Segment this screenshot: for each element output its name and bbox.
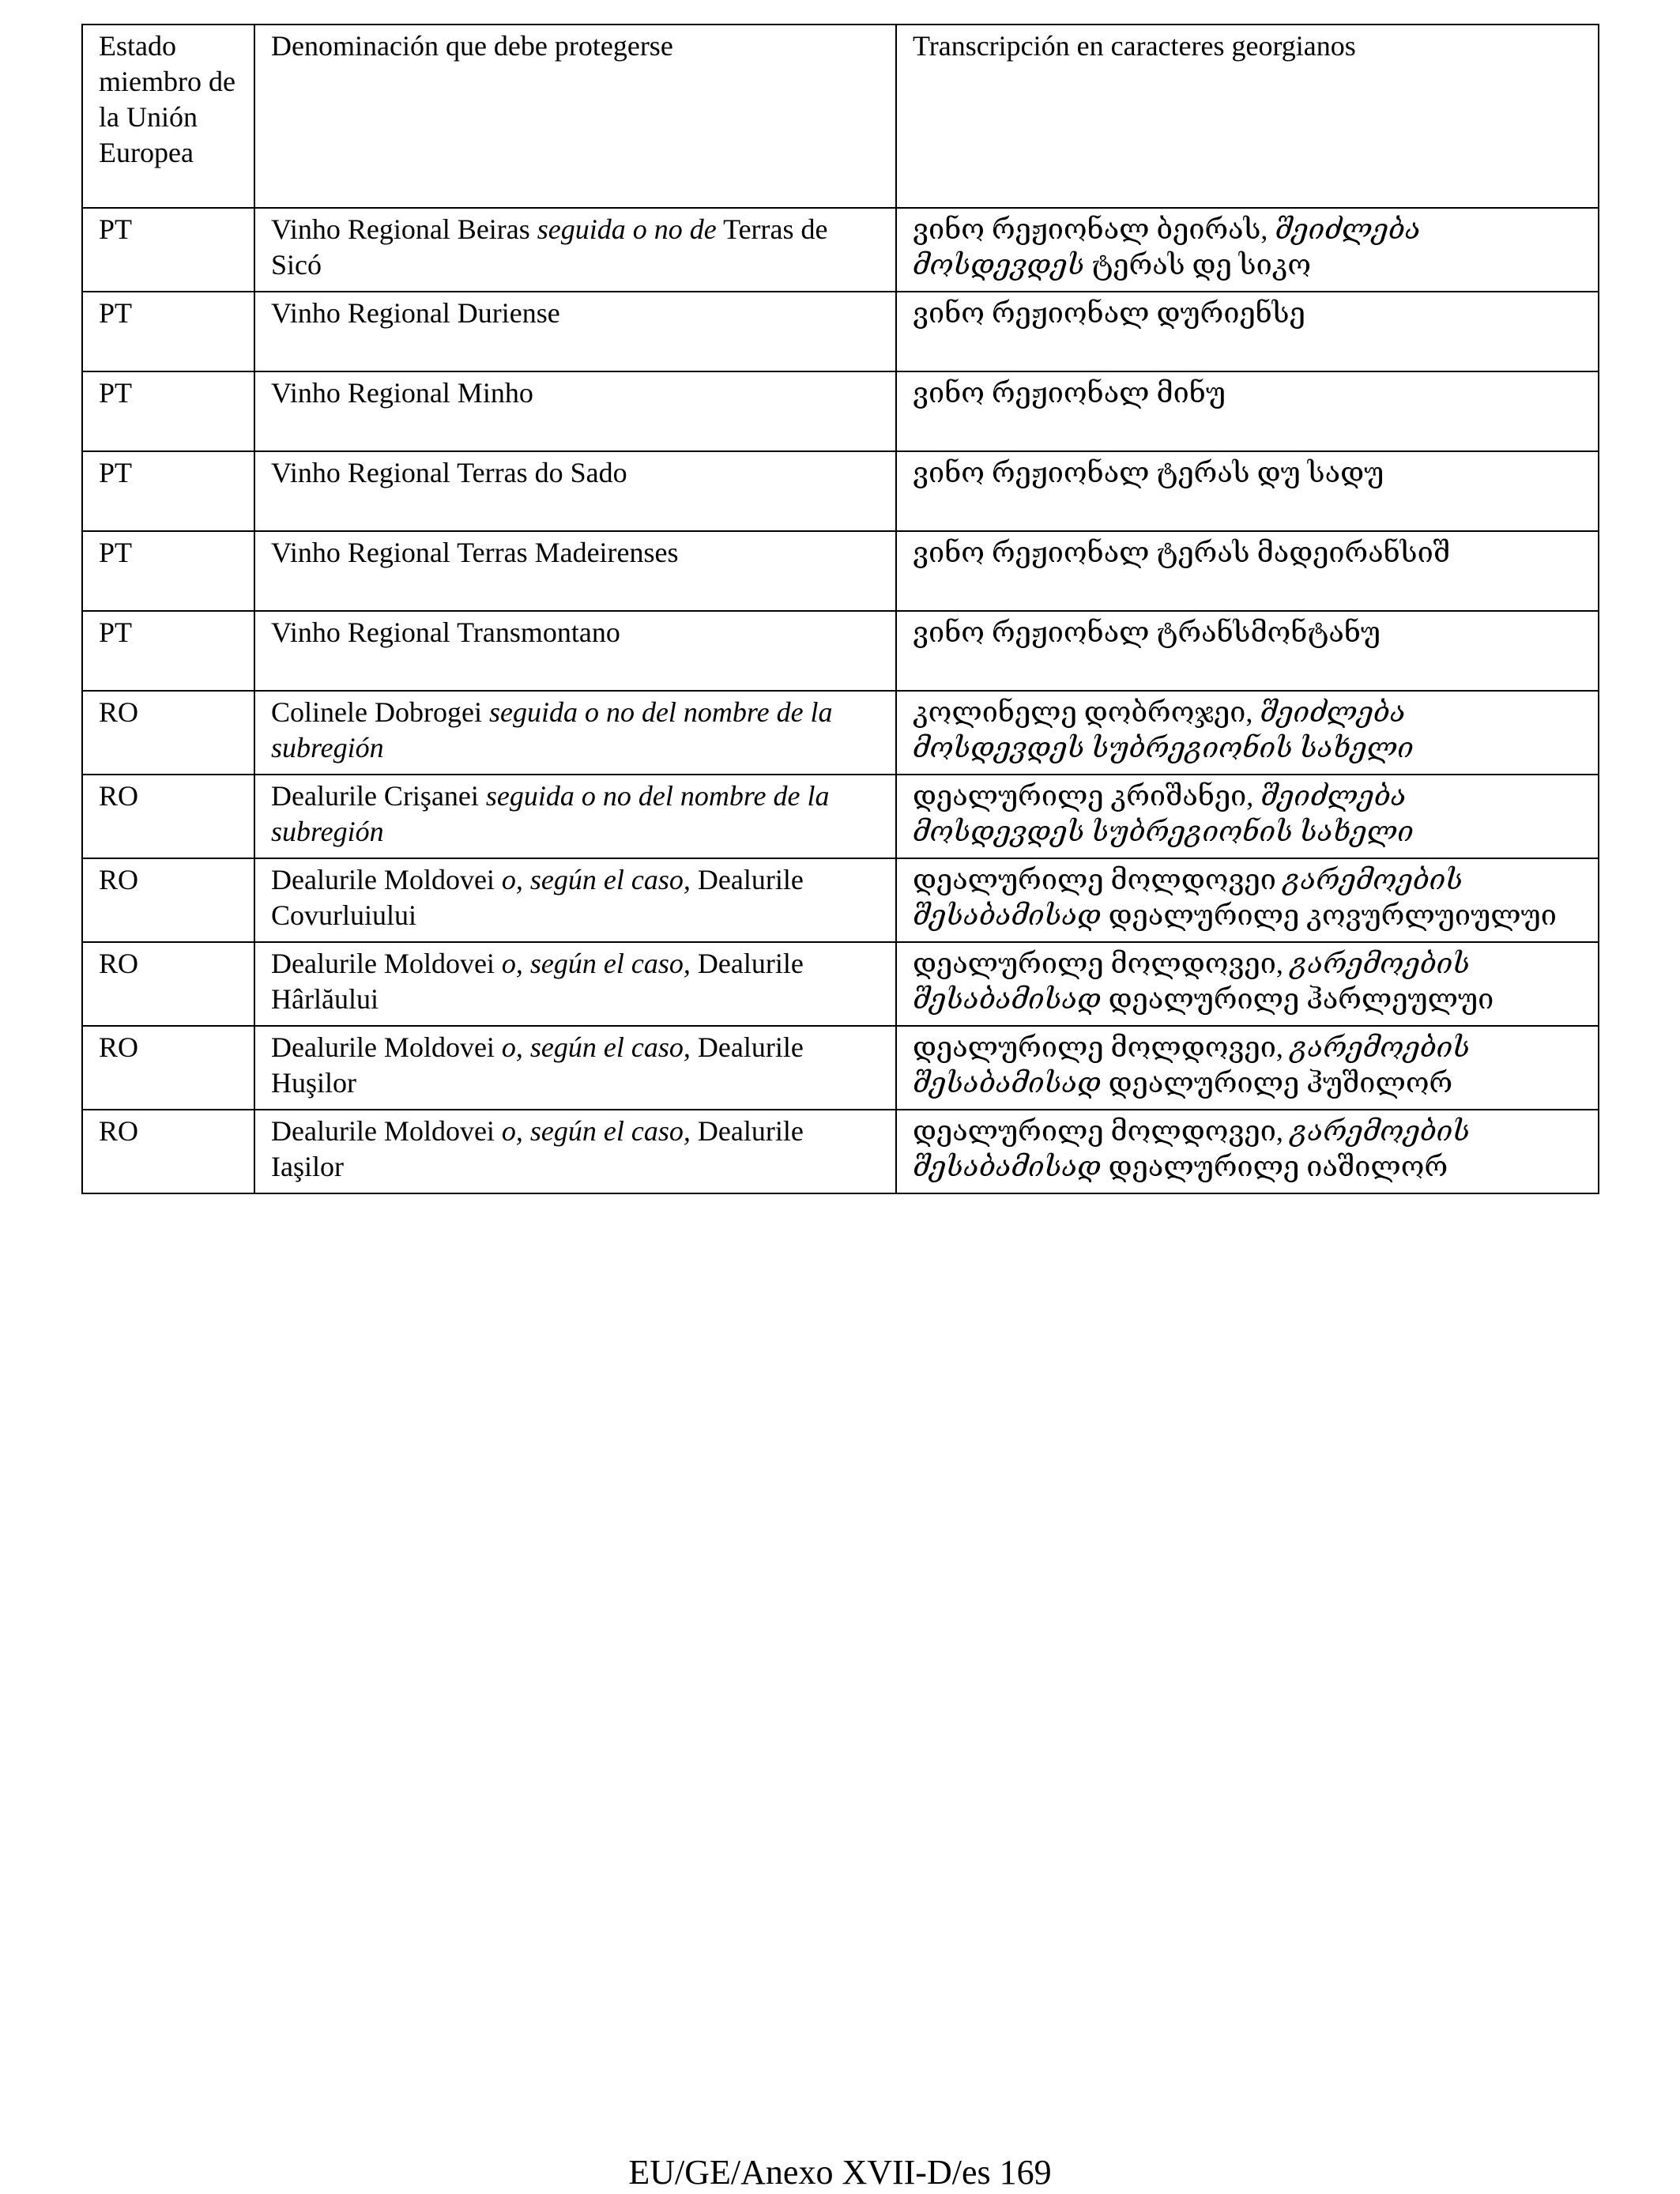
member-state-cell: RO <box>82 1026 254 1110</box>
transcription-text: ვინო რეჟიონალ ტერას მადეირანსიშ <box>913 537 1451 568</box>
transcription-text-continued: დეალურილე ჰარლეულუი <box>1101 983 1494 1015</box>
denomination-text: Dealurile Moldovei <box>271 948 502 979</box>
transcription-text: დეალურილე მოლდოვეი, <box>913 1115 1290 1147</box>
georgian-transcription-cell <box>896 858 1599 942</box>
transcription-text-continued: დეალურილე კოვურლუიულუი <box>1101 899 1557 931</box>
table-row <box>82 858 1599 942</box>
denomination-qualifier: seguida o no del nombre de la subregión <box>271 696 833 763</box>
transcription-qualifier: შეიძლება მოსდევდეს <box>913 213 1421 281</box>
denomination-text-continued: Dealurile Hârlăului <box>271 948 804 1015</box>
transcription-qualifier: გარემოების შესაბამისად <box>913 948 1471 1015</box>
denomination-text: Vinho Regional Terras Madeirenses <box>271 537 679 568</box>
georgian-transcription-cell <box>896 531 1599 611</box>
denomination-cell <box>254 451 896 531</box>
denomination-text: Dealurile Moldovei <box>271 1115 502 1147</box>
table-row <box>82 371 1599 451</box>
table-row <box>82 775 1599 858</box>
denomination-qualifier: o, según el caso, <box>501 1115 691 1147</box>
denomination-text: Vinho Regional Minho <box>271 377 533 409</box>
georgian-transcription-cell <box>896 1026 1599 1110</box>
transcription-text: დეალურილე კრიშანეი, <box>913 780 1261 812</box>
denomination-qualifier: seguida o no de <box>537 213 717 245</box>
member-state-cell: PT <box>82 611 254 691</box>
denomination-cell <box>254 371 896 451</box>
transcription-text: დეალურილე მოლდოვეი, <box>913 1031 1290 1063</box>
denomination-cell <box>254 208 896 292</box>
member-state-cell: RO <box>82 942 254 1026</box>
member-state-cell: RO <box>82 775 254 858</box>
georgian-transcription-cell <box>896 451 1599 531</box>
denomination-text-continued: Dealurile Huşilor <box>271 1031 804 1099</box>
table-body <box>82 208 1599 1193</box>
transcription-text: ვინო რეჟიონალ მინუ <box>913 377 1226 409</box>
member-state-cell: RO <box>82 1110 254 1193</box>
denomination-text-continued: Terras de Sicó <box>271 213 828 281</box>
transcription-text: კოლინელე დობროჯეი, <box>913 696 1260 728</box>
denomination-text: Dealurile Crişanei <box>271 780 486 812</box>
header-member-state: Estado miembro de la Unión Europea <box>82 25 254 208</box>
georgian-transcription-cell <box>896 371 1599 451</box>
georgian-transcription-cell <box>896 691 1599 775</box>
georgian-transcription-cell <box>896 942 1599 1026</box>
denomination-text: Vinho Regional Transmontano <box>271 616 620 648</box>
transcription-qualifier: შეიძლება მოსდევდეს სუბრეგიონის სახელი <box>913 696 1414 763</box>
table-row <box>82 1110 1599 1193</box>
member-state-cell: PT <box>82 292 254 371</box>
denomination-text: Vinho Regional Duriense <box>271 297 560 329</box>
geographical-indications-table <box>81 24 1599 1194</box>
denomination-cell <box>254 1110 896 1193</box>
denomination-text: Vinho Regional Beiras <box>271 213 537 245</box>
georgian-transcription-cell <box>896 292 1599 371</box>
page-footer: EU/GE/Anexo XVII-D/es 169 <box>628 2153 1052 2192</box>
transcription-text: დეალურილე მოლდოვეი, <box>913 948 1290 979</box>
transcription-text: ვინო რეჟიონალ ტრანსმონტანუ <box>913 616 1381 648</box>
transcription-qualifier: გარემოების შესაბამისად <box>913 864 1463 931</box>
denomination-cell <box>254 531 896 611</box>
denomination-text: Colinele Dobrogei <box>271 696 489 728</box>
transcription-qualifier: შეიძლება მოსდევდეს სუბრეგიონის სახელი <box>913 780 1414 847</box>
table-row <box>82 942 1599 1026</box>
denomination-text: Dealurile Moldovei <box>271 1031 502 1063</box>
transcription-qualifier: გარემოების შესაბამისად <box>913 1031 1471 1099</box>
header-denomination: Denominación que debe protegerse <box>254 25 896 208</box>
table-row <box>82 611 1599 691</box>
denomination-qualifier: o, según el caso, <box>501 1031 691 1063</box>
member-state-cell: PT <box>82 451 254 531</box>
table-row <box>82 208 1599 292</box>
denomination-cell <box>254 775 896 858</box>
table-header-row <box>82 25 1599 208</box>
member-state-cell: PT <box>82 208 254 292</box>
header-transcription: Transcripción en caracteres georgianos <box>896 25 1599 208</box>
georgian-transcription-cell <box>896 1110 1599 1193</box>
denomination-cell <box>254 858 896 942</box>
table-row <box>82 292 1599 371</box>
table-row <box>82 691 1599 775</box>
member-state-cell: RO <box>82 691 254 775</box>
transcription-qualifier: გარემოების შესაბამისად <box>913 1115 1471 1182</box>
denomination-cell <box>254 942 896 1026</box>
denomination-cell <box>254 292 896 371</box>
transcription-text: ვინო რეჟიონალ ტერას დუ სადუ <box>913 457 1384 488</box>
denomination-cell <box>254 611 896 691</box>
georgian-transcription-cell <box>896 775 1599 858</box>
denomination-text-continued: Dealurile Iaşilor <box>271 1115 804 1182</box>
georgian-transcription-cell <box>896 208 1599 292</box>
denomination-qualifier: seguida o no del nombre de la subregión <box>271 780 830 847</box>
denomination-cell <box>254 1026 896 1110</box>
table-row <box>82 451 1599 531</box>
transcription-text: ვინო რეჟიონალ ბეირას, <box>913 213 1275 245</box>
denomination-qualifier: o, según el caso, <box>501 948 691 979</box>
transcription-text-continued: დეალურილე ჰუშილორ <box>1101 1067 1453 1099</box>
georgian-transcription-cell <box>896 611 1599 691</box>
denomination-text: Vinho Regional Terras do Sado <box>271 457 627 488</box>
member-state-cell: PT <box>82 531 254 611</box>
member-state-cell: PT <box>82 371 254 451</box>
transcription-text: ვინო რეჟიონალ დურიენსე <box>913 297 1305 329</box>
denomination-cell <box>254 691 896 775</box>
transcription-text: დეალურილე მოლდოვეი <box>913 864 1283 895</box>
table-row <box>82 1026 1599 1110</box>
denomination-text: Dealurile Moldovei <box>271 864 502 895</box>
transcription-text-continued: დეალურილე იაშილორ <box>1101 1151 1448 1182</box>
table-row <box>82 531 1599 611</box>
denomination-qualifier: o, según el caso, <box>501 864 691 895</box>
transcription-text-continued: ტერას დე სიკო <box>1084 249 1312 281</box>
member-state-cell: RO <box>82 858 254 942</box>
denomination-text-continued: Dealurile Covurluiului <box>271 864 804 931</box>
